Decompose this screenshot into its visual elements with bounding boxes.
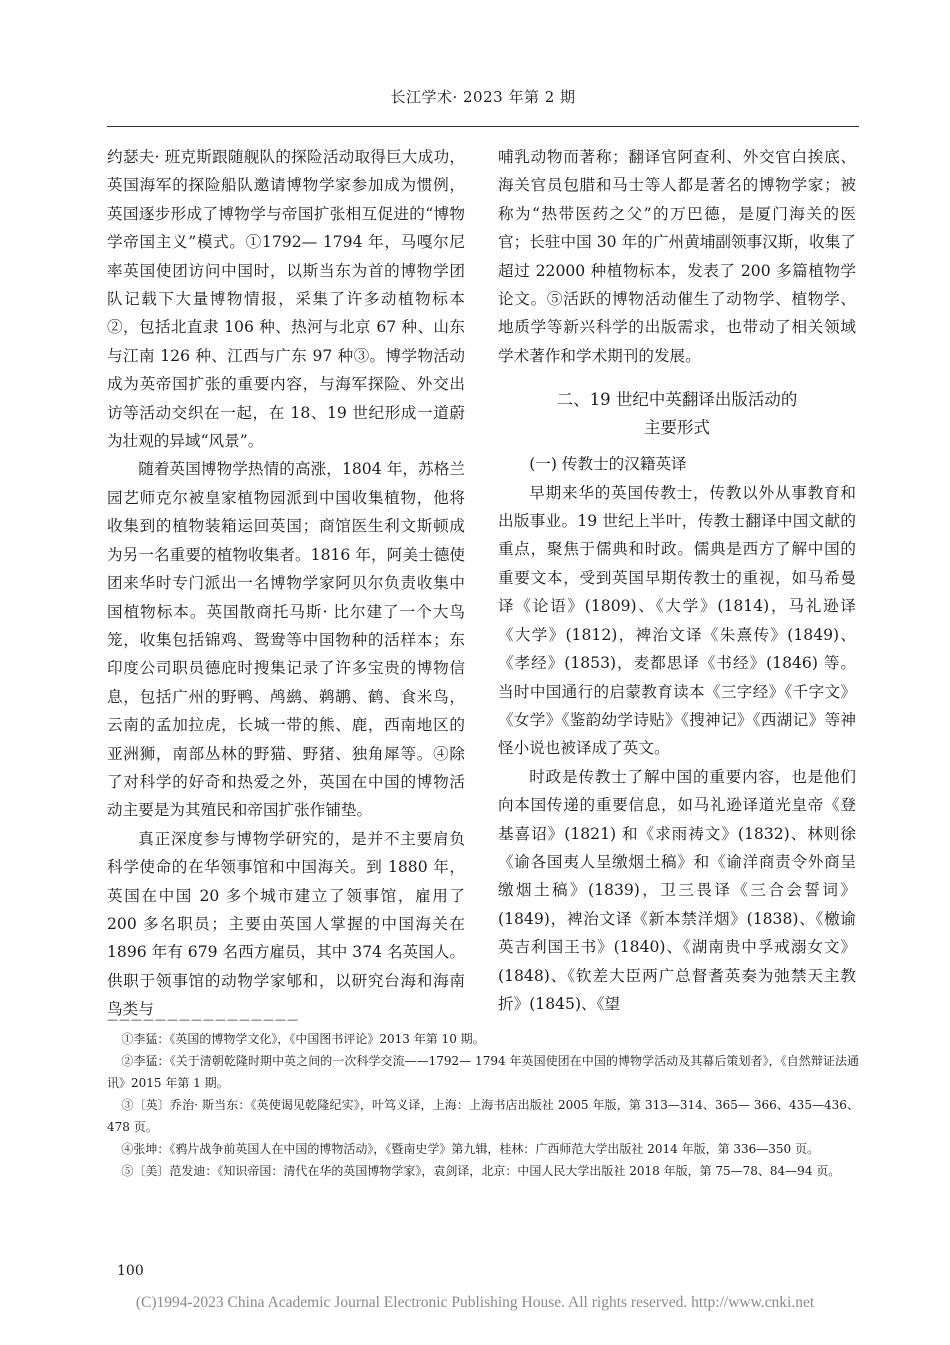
right-paragraph-2: 早期来华的英国传教士，传教以外从事教育和出版事业。19 世纪上半叶，传教士翻译中国文献的重点，聚焦于儒典和时政。儒典是西方了解中国的重要文本，受到英国早期传教士的重视，如马希曼译《论语》(1809)、《大学》(1814)，马礼逊译《大学》(1812)，裨治文译《朱熹传》(1849)、《孝经》(1853)，麦都思译《书经》(1846) 等。当时中国通行的启蒙教育读本《三字经》《千字文》《女学》《鉴韵幼学诗贴》《搜神记》《西湖记》等神怪小说也被译成了英文。 bbox=[498, 483, 856, 758]
subsection-title: (一) 传教士的汉籍英译 bbox=[529, 455, 687, 474]
footnote-3: ③〔英〕乔治· 斯当东：《英使谒见乾隆纪实》，叶笃义译，上海：上海书店出版社 2005 年版，第 313—314、365— 366、435—436、478 页。 bbox=[107, 1098, 859, 1134]
section-title-line-2: 主要形式 bbox=[644, 418, 710, 438]
footnotes bbox=[107, 1028, 859, 1182]
footnote-4: ④张坤：《鸦片战争前英国人在中国的博物活动》，《暨南史学》第九辑，桂林：广西师范大学出版社 2014 年版，第 336—350 页。 bbox=[121, 1142, 820, 1156]
left-paragraph-3: 真正深度参与博物学研究的，是并不主要肩负科学使命的在华领事馆和中国海关。到 1880 年，英国在中国 20 多个城市建立了领事馆，雇用了 200 多名职员；主要由英国人掌握的中国海关在 1896 年有 679 名西方雇员，其中 374 名英国人。供职于领事馆的动物学家郇和，以研究台海和海南鸟类与 bbox=[107, 829, 465, 1019]
footnote-2: ②李猛：《关于清朝乾隆时期中英之间的一次科学交流——1792— 1794 年英国使团在中国的博物学活动及其幕后策划者》，《自然辩证法通讯》2015 年第 1 期。 bbox=[107, 1054, 859, 1090]
section-title-line-1: 二、19 世纪中英翻译出版活动的 bbox=[556, 390, 798, 410]
header-rule bbox=[107, 126, 859, 127]
left-column bbox=[107, 143, 465, 1024]
left-paragraph-2: 随着英国博物学热情的高涨，1804 年，苏格兰园艺师克尔被皇家植物园派到中国收集植物，他将收集到的植物装箱运回英国；商馆医生利文斯顿成为另一名重要的植物收集者。1816 年，阿美士德使团来华时专门派出一名博物学家阿贝尔负责收集中国植物标本。英国散商托马斯· 比尔建了一个大鸟笼，收集包括锦鸡、鸳鸯等中国物种的活样本；东印度公司职员德庇时搜集记录了许多宝贵的博物信息，包括广州的野鸭、鸬鹚、鹈鹕、鹤、食米鸟，云南的孟加拉虎，长城一带的熊、鹿，西南地区的亚洲狮，南部丛林的野猫、野猪、独角犀等。④除了对科学的好奇和热爱之外，英国在中国的博物活动主要是为其殖民和帝国扩张作铺垫。 bbox=[107, 460, 465, 820]
left-paragraph-1: 约瑟夫· 班克斯跟随舰队的探险活动取得巨大成功，英国海军的探险船队邀请博物学家参加成为惯例，英国逐步形成了博物学与帝国扩张相互促进的“博物学帝国主义”模式。①1792— 1794 年，马嘎尔尼率英国使团访问中国时，以斯当东为首的博物学团队记载下大量博物情报，采集了许多动植物标本②，包括北直隶 106 种、热河与北京 67 种、山东与江南 126 种、江西与广东 97 种③。博学物活动成为英帝国扩张的重要内容，与海军探险、外交出访等活动交织在一起，在 18、19 世纪形成一道蔚为壮观的异域“风景”。 bbox=[107, 148, 465, 451]
section-title bbox=[498, 386, 856, 442]
right-paragraph-3: 时政是传教士了解中国的重要内容，也是他们向本国传递的重要信息，如马礼逊译道光皇帝《登基喜诏》(1821) 和《求雨祷文》(1832)、林则徐《谕各国夷人呈缴烟土稿》和《谕洋商责令外商呈缴烟土稿》(1839)，卫三畏译《三合会誓词》(1849)，裨治文译《新本禁洋烟》(1838)、《檄谕英吉利国王书》(1840)、《湖南贵中孚戒溺女文》(1848)、《钦差大臣两广总督耆英奏为弛禁天主教折》(1845)、《望 bbox=[498, 767, 856, 1013]
right-column bbox=[498, 143, 856, 1018]
page-number: 100 bbox=[117, 1263, 144, 1279]
copyright-watermark: (C)1994-2023 China Academic Journal Electronic Publishing House. All rights reserved. http://www.cnki.net bbox=[135, 1294, 815, 1311]
footnote-1: ①李猛：《英国的博物学文化》，《中国图书评论》2013 年第 10 期。 bbox=[121, 1032, 485, 1046]
footnote-5: ⑤〔美〕范发迪：《知识帝国：清代在华的英国博物学家》，袁剑译，北京：中国人民大学出版社 2018 年版，第 75—78、84—94 页。 bbox=[121, 1164, 841, 1178]
footnote-rule: ———————————————— bbox=[107, 1013, 299, 1026]
running-header: 长江学术· 2023 年第 2 期 bbox=[390, 88, 576, 106]
right-paragraph-1: 哺乳动物而著称；翻译官阿查利、外交官白挨底、海关官员包腊和马士等人都是著名的博物学家；被称为“热带医药之父”的万巴德，是厦门海关的医官；长驻中国 30 年的广州黄埔副领事汉斯，收集了超过 22000 种植物标本，发表了 200 多篇植物学论文。⑤活跃的博物活动催生了动物学、植物学、地质学等新兴科学的出版需求，也带动了相关领域学术著作和学术期刊的发展。 bbox=[498, 148, 856, 365]
